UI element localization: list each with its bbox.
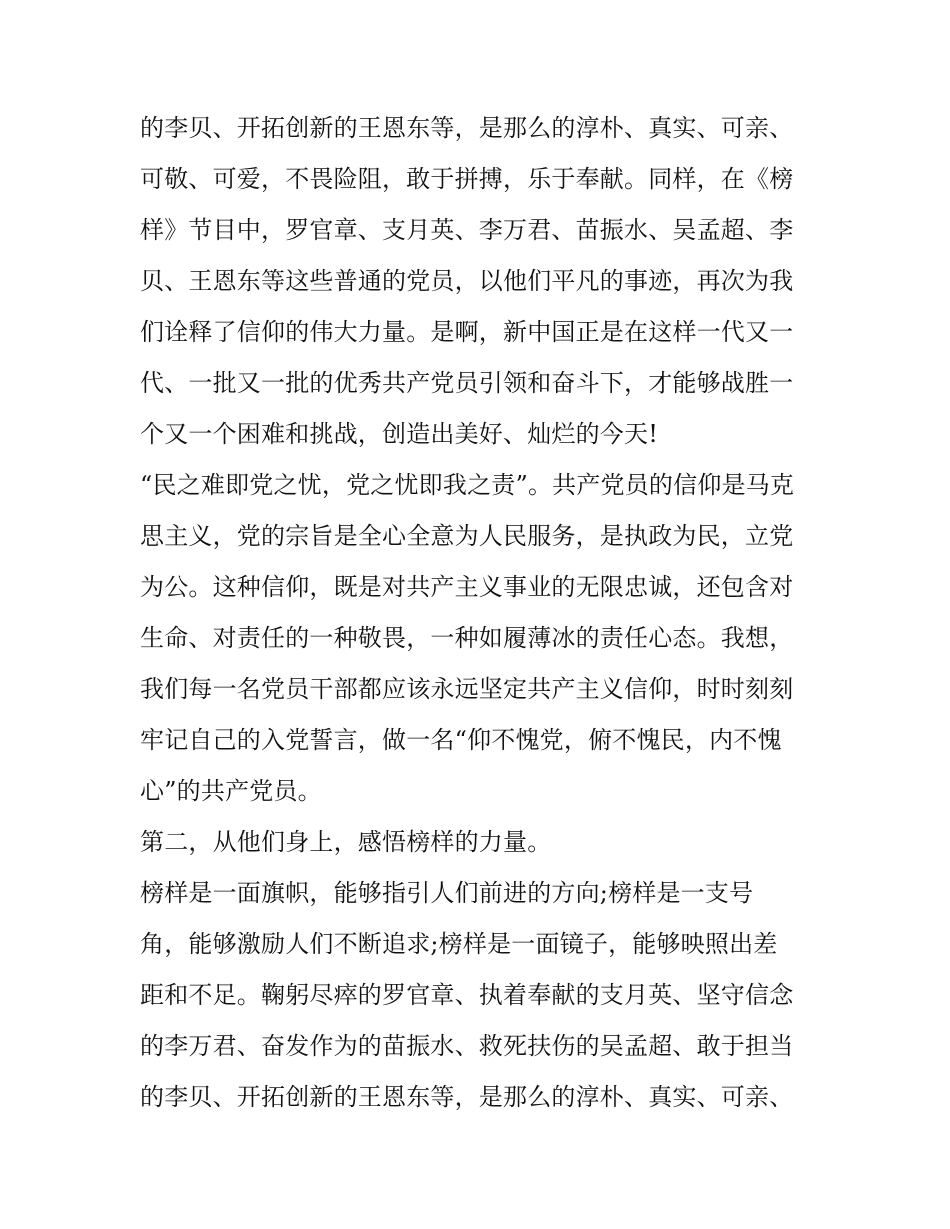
text-line: 贝、王恩东等这些普通的党员，以他们平凡的事迹，再次为我 <box>140 267 794 295</box>
text-line: 的李贝、开拓创新的王恩东等，是那么的淳朴、真实、可亲、 <box>140 1083 794 1111</box>
text-line: 生命、对责任的一种敬畏，一种如履薄冰的责任心态。我想， <box>140 624 794 652</box>
text-line: 我们每一名党员干部都应该永远坚定共产主义信仰，时时刻刻 <box>140 675 794 703</box>
text-line: 为公。这种信仰，既是对共产主义事业的无限忠诚，还包含对 <box>140 573 794 601</box>
text-line: 心”的共产党员。 <box>140 777 322 805</box>
text-line: 牢记自己的入党誓言，做一名“仰不愧党，俯不愧民，内不愧 <box>140 726 782 754</box>
text-line: “民之难即党之忧，党之忧即我之责”。共产党员的信仰是马克 <box>140 471 795 499</box>
text-line: 的李贝、开拓创新的王恩东等，是那么的淳朴、真实、可亲、 <box>140 114 794 142</box>
text-line: 距和不足。鞠躬尽瘁的罗官章、执着奉献的支月英、坚守信念 <box>140 981 794 1009</box>
text-line: 个又一个困难和挑战，创造出美好、灿烂的今天! <box>140 420 659 448</box>
text-line: 思主义，党的宗旨是全心全意为人民服务，是执政为民，立党 <box>140 522 794 550</box>
text-line: 角，能够激励人们不断追求;榜样是一面镜子，能够映照出差 <box>140 930 778 958</box>
text-line: 们诠释了信仰的伟大力量。是啊，新中国正是在这样一代又一 <box>140 318 794 346</box>
text-line: 的李万君、奋发作为的苗振水、救死扶伤的吴孟超、敢于担当 <box>140 1032 794 1060</box>
text-line: 代、一批又一批的优秀共产党员引领和奋斗下，才能够战胜一 <box>140 369 794 397</box>
text-line: 样》节目中，罗官章、支月英、李万君、苗振水、吴孟超、李 <box>140 216 794 244</box>
text-line: 榜样是一面旗帜，能够指引人们前进的方向;榜样是一支号 <box>140 879 754 907</box>
text-line: 可敬、可爱，不畏险阻，敢于拼搏，乐于奉献。同样，在《榜 <box>140 165 794 193</box>
section-heading: 第二，从他们身上，感悟榜样的力量。 <box>140 828 552 856</box>
